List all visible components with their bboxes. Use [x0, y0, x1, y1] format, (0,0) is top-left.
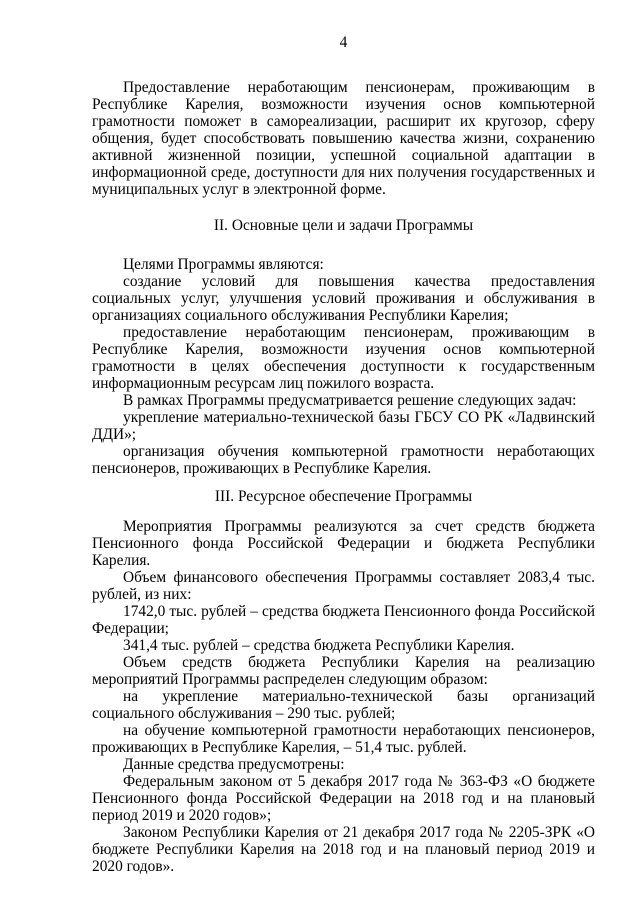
- section-3-heading: III. Ресурсное обеспечение Программы: [214, 488, 473, 505]
- section-3-paragraph: Федеральным законом от 5 декабря 2017 года № 363-ФЗ «О бюджете Пенсионного фонда Российской Федерации на 2018 год и на плановый период 2019 и 2020 годов»;: [92, 773, 595, 824]
- section-3-paragraph: Объем финансового обеспечения Программы составляет 2083,4 тыс. рублей, из них:: [92, 569, 595, 603]
- section-2-paragraph: организация обучения компьютерной грамотности неработающих пенсионеров, проживающих в Республике Карелия.: [92, 443, 595, 477]
- section-3-paragraph: 1742,0 тыс. рублей – средства бюджета Пенсионного фонда Российской Федерации;: [92, 603, 595, 637]
- section-3-paragraph: Данные средства предусмотрены:: [123, 756, 345, 773]
- section-3-paragraph: Законом Республики Карелия от 21 декабря 2017 года № 2205-ЗРК «О бюджете Республики Карелия на 2018 год и на плановый период 2019 и 2020 годов».: [92, 824, 595, 875]
- section-3-paragraph: на обучение компьютерной грамотности неработающих пенсионеров, проживающих в Республике Карелия, – 51,4 тыс. рублей.: [92, 722, 595, 756]
- section-2-paragraph: предоставление неработающим пенсионерам, проживающим в Республике Карелия, возможности изучения основ компьютерной грамотности в целях обеспечения доступности к государственным информационным ресурсам лиц пожилого возраста.: [92, 324, 595, 392]
- section-3-paragraph: Мероприятия Программы реализуются за счет средств бюджета Пенсионного фонда Российской Федерации и бюджета Республики Карелия.: [92, 518, 595, 569]
- section-3-paragraph: Объем средств бюджета Республики Карелия на реализацию мероприятий Программы распределен следующим образом:: [92, 654, 595, 688]
- section-3-paragraph: 341,4 тыс. рублей – средства бюджета Республики Карелия.: [123, 637, 515, 654]
- section-2-paragraph: создание условий для повышения качества предоставления социальных услуг, улучшения условий проживания и обслуживания в организациях социального обслуживания Республики Карелия;: [92, 273, 595, 324]
- section-3-paragraph: на укрепление материально-технической базы организаций социального обслуживания – 290 тыс. рублей;: [92, 688, 595, 722]
- section-2-paragraph: В рамках Программы предусматривается решение следующих задач:: [123, 392, 577, 409]
- section-2-paragraph: Целями Программы являются:: [123, 256, 324, 273]
- page-number: 4: [339, 34, 348, 51]
- section-2-paragraph: укрепление материально-технической базы ГБСУ СО РК «Ладвинский ДДИ»;: [92, 409, 595, 443]
- intro-paragraph: Предоставление неработающим пенсионерам, проживающим в Республике Карелия, возможности изучения основ компьютерной грамотности поможет в самореализации, расширит их кругозор, сферу общения, будет способствовать повышению качества жизни, сохранению активной жизненной позиции, успешной социальной адаптации в информационной среде, доступности для них получения государственных и муниципальных услуг в электронной форме.: [92, 79, 595, 198]
- section-2-heading: II. Основные цели и задачи Программы: [213, 217, 474, 234]
